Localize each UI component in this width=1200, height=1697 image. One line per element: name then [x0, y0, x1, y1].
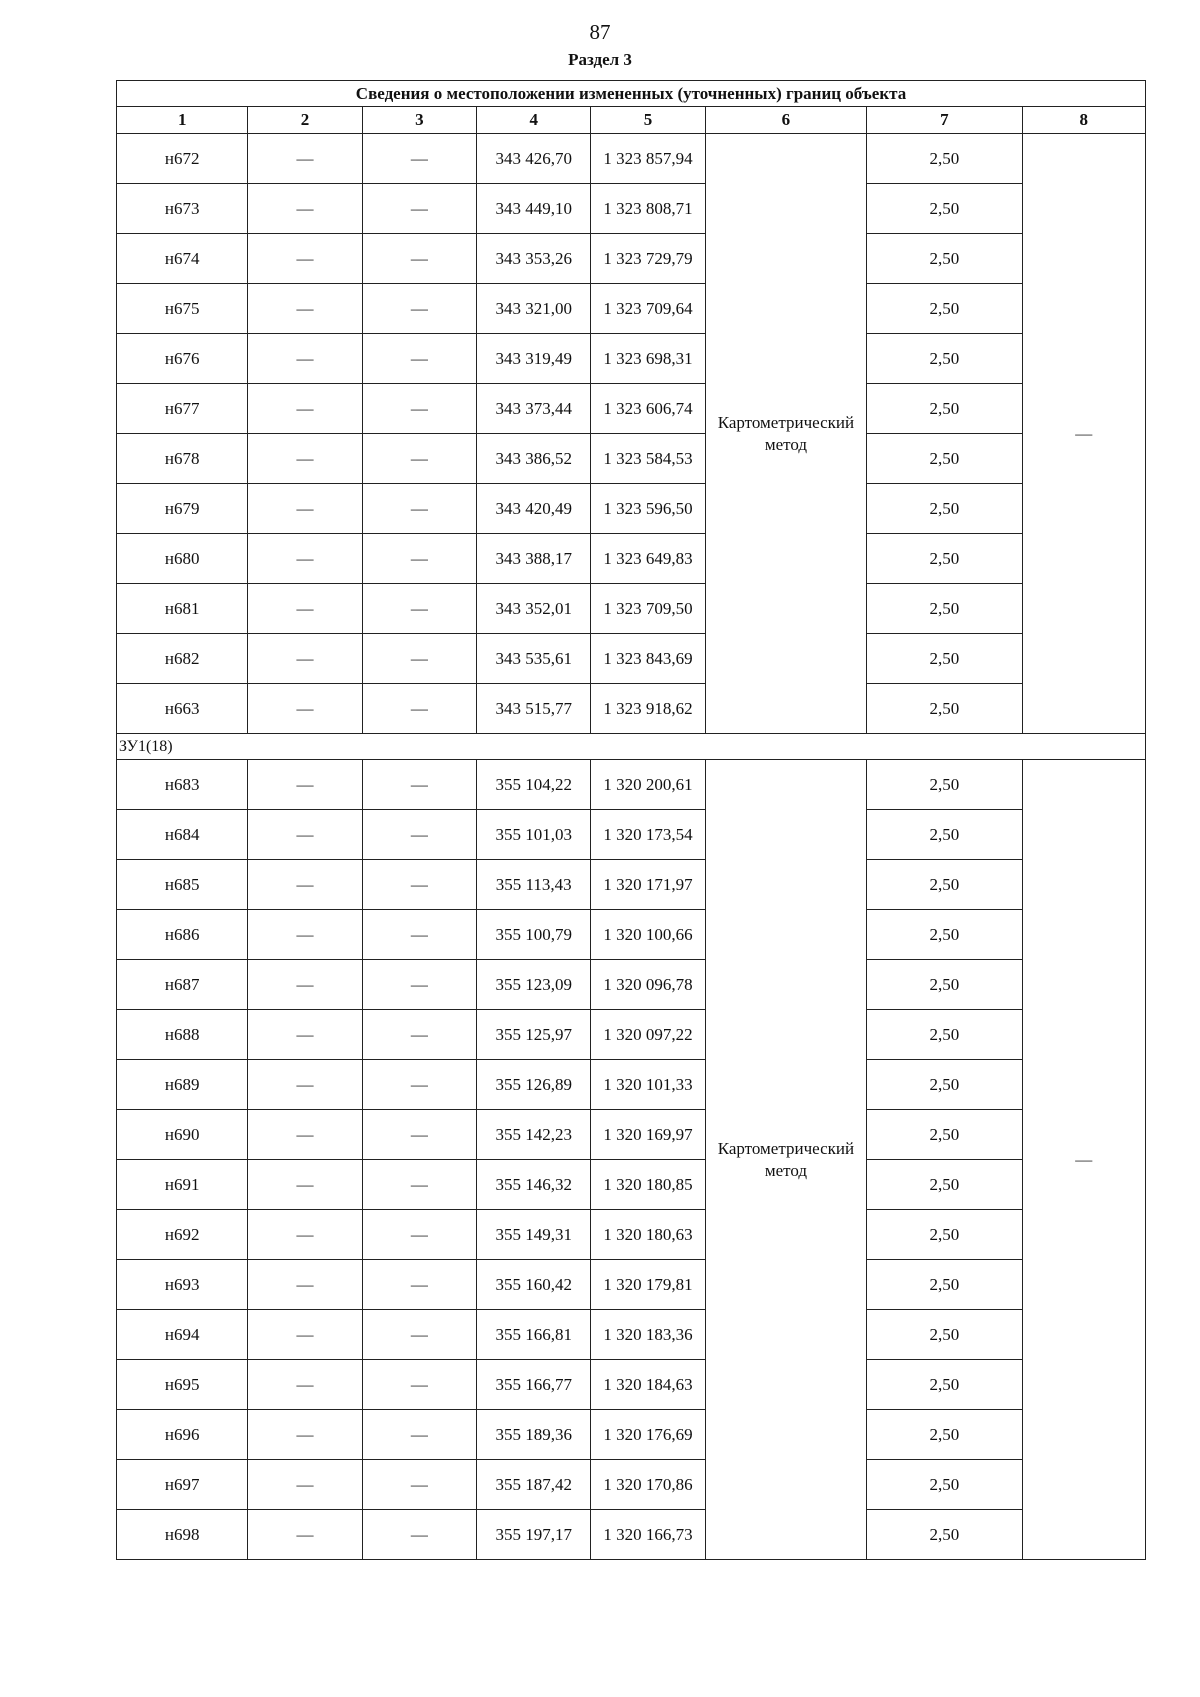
- col3-cell: —: [362, 1360, 476, 1410]
- method-cell: Картометрический метод: [705, 134, 866, 734]
- col2-cell: —: [248, 184, 362, 234]
- point-cell: н675: [117, 284, 248, 334]
- table-row: [117, 1110, 1146, 1160]
- col2-cell: —: [248, 284, 362, 334]
- col3-cell: —: [362, 1110, 476, 1160]
- accuracy-cell: 2,50: [867, 1360, 1022, 1410]
- column-number: 6: [705, 107, 866, 134]
- y-coordinate-cell: 1 323 709,50: [591, 584, 705, 634]
- point-cell: н673: [117, 184, 248, 234]
- y-coordinate-cell: 1 323 606,74: [591, 384, 705, 434]
- col3-cell: —: [362, 1310, 476, 1360]
- col2-cell: —: [248, 1310, 362, 1360]
- table-row: [117, 584, 1146, 634]
- accuracy-cell: 2,50: [867, 810, 1022, 860]
- accuracy-cell: 2,50: [867, 484, 1022, 534]
- column-number: 4: [477, 107, 591, 134]
- point-cell: н687: [117, 960, 248, 1010]
- column-number: 5: [591, 107, 705, 134]
- x-coordinate-cell: 343 535,61: [477, 634, 591, 684]
- y-coordinate-cell: 1 320 101,33: [591, 1060, 705, 1110]
- accuracy-cell: 2,50: [867, 1410, 1022, 1460]
- table-caption: Сведения о местоположении измененных (уточненных) границ объекта: [117, 81, 1146, 107]
- accuracy-cell: 2,50: [867, 1060, 1022, 1110]
- accuracy-cell: 2,50: [867, 334, 1022, 384]
- x-coordinate-cell: 355 142,23: [477, 1110, 591, 1160]
- col3-cell: —: [362, 484, 476, 534]
- table-body: [117, 134, 1146, 1560]
- y-coordinate-cell: 1 323 596,50: [591, 484, 705, 534]
- point-cell: н698: [117, 1510, 248, 1560]
- accuracy-cell: 2,50: [867, 534, 1022, 584]
- col2-cell: —: [248, 810, 362, 860]
- point-cell: н689: [117, 1060, 248, 1110]
- table-row: [117, 284, 1146, 334]
- group-label-row: [117, 734, 1146, 760]
- table-row: [117, 910, 1146, 960]
- point-cell: н686: [117, 910, 248, 960]
- x-coordinate-cell: 343 515,77: [477, 684, 591, 734]
- x-coordinate-cell: 355 125,97: [477, 1010, 591, 1060]
- col2-cell: —: [248, 1260, 362, 1310]
- accuracy-cell: 2,50: [867, 234, 1022, 284]
- table-row: [117, 434, 1146, 484]
- point-cell: н688: [117, 1010, 248, 1060]
- table-row: [117, 1060, 1146, 1110]
- table-row: [117, 1360, 1146, 1410]
- x-coordinate-cell: 355 104,22: [477, 760, 591, 810]
- col3-cell: —: [362, 234, 476, 284]
- accuracy-cell: 2,50: [867, 960, 1022, 1010]
- point-cell: н681: [117, 584, 248, 634]
- point-cell: н677: [117, 384, 248, 434]
- col2-cell: —: [248, 1360, 362, 1410]
- point-cell: н696: [117, 1410, 248, 1460]
- point-cell: н678: [117, 434, 248, 484]
- y-coordinate-cell: 1 323 649,83: [591, 534, 705, 584]
- column-number: 3: [362, 107, 476, 134]
- x-coordinate-cell: 355 126,89: [477, 1060, 591, 1110]
- table-row: [117, 634, 1146, 684]
- x-coordinate-cell: 343 353,26: [477, 234, 591, 284]
- y-coordinate-cell: 1 323 918,62: [591, 684, 705, 734]
- column-number: 7: [867, 107, 1022, 134]
- table-row: [117, 1310, 1146, 1360]
- col3-cell: —: [362, 1410, 476, 1460]
- col2-cell: —: [248, 1510, 362, 1560]
- x-coordinate-cell: 355 113,43: [477, 860, 591, 910]
- x-coordinate-cell: 343 426,70: [477, 134, 591, 184]
- y-coordinate-cell: 1 323 698,31: [591, 334, 705, 384]
- col3-cell: —: [362, 284, 476, 334]
- col3-cell: —: [362, 434, 476, 484]
- accuracy-cell: 2,50: [867, 1160, 1022, 1210]
- group-label: ЗУ1(18): [117, 734, 1146, 760]
- col3-cell: —: [362, 1210, 476, 1260]
- point-cell: н697: [117, 1460, 248, 1510]
- table-row: [117, 134, 1146, 184]
- col2-cell: —: [248, 484, 362, 534]
- col2-cell: —: [248, 1460, 362, 1510]
- col3-cell: —: [362, 960, 476, 1010]
- col3-cell: —: [362, 810, 476, 860]
- y-coordinate-cell: 1 320 170,86: [591, 1460, 705, 1510]
- col3-cell: —: [362, 860, 476, 910]
- x-coordinate-cell: 355 101,03: [477, 810, 591, 860]
- point-cell: н690: [117, 1110, 248, 1160]
- y-coordinate-cell: 1 320 184,63: [591, 1360, 705, 1410]
- col2-cell: —: [248, 910, 362, 960]
- point-cell: н691: [117, 1160, 248, 1210]
- col2-cell: —: [248, 234, 362, 284]
- x-coordinate-cell: 343 321,00: [477, 284, 591, 334]
- col3-cell: —: [362, 1160, 476, 1210]
- column-number: 2: [248, 107, 362, 134]
- page-number: 87: [589, 20, 611, 44]
- y-coordinate-cell: 1 320 200,61: [591, 760, 705, 810]
- col2-cell: —: [248, 1060, 362, 1110]
- y-coordinate-cell: 1 323 584,53: [591, 434, 705, 484]
- y-coordinate-cell: 1 320 180,85: [591, 1160, 705, 1210]
- accuracy-cell: 2,50: [867, 634, 1022, 684]
- table-row: [117, 760, 1146, 810]
- table-row: [117, 534, 1146, 584]
- accuracy-cell: 2,50: [867, 284, 1022, 334]
- point-cell: н674: [117, 234, 248, 284]
- col3-cell: —: [362, 684, 476, 734]
- col2-cell: —: [248, 134, 362, 184]
- accuracy-cell: 2,50: [867, 1460, 1022, 1510]
- table-row: [117, 234, 1146, 284]
- x-coordinate-cell: 355 189,36: [477, 1410, 591, 1460]
- x-coordinate-cell: 355 160,42: [477, 1260, 591, 1310]
- col3-cell: —: [362, 334, 476, 384]
- point-cell: н695: [117, 1360, 248, 1410]
- y-coordinate-cell: 1 320 100,66: [591, 910, 705, 960]
- point-cell: н672: [117, 134, 248, 184]
- table-row: [117, 334, 1146, 384]
- col3-cell: —: [362, 584, 476, 634]
- col8-cell: —: [1022, 134, 1145, 734]
- point-cell: н680: [117, 534, 248, 584]
- point-cell: н676: [117, 334, 248, 384]
- accuracy-cell: 2,50: [867, 910, 1022, 960]
- col2-cell: —: [248, 434, 362, 484]
- col3-cell: —: [362, 1510, 476, 1560]
- accuracy-cell: 2,50: [867, 1110, 1022, 1160]
- accuracy-cell: 2,50: [867, 1210, 1022, 1260]
- col3-cell: —: [362, 1060, 476, 1110]
- col2-cell: —: [248, 534, 362, 584]
- accuracy-cell: 2,50: [867, 760, 1022, 810]
- table-row: [117, 1260, 1146, 1310]
- point-cell: н663: [117, 684, 248, 734]
- y-coordinate-cell: 1 320 097,22: [591, 1010, 705, 1060]
- point-cell: н679: [117, 484, 248, 534]
- y-coordinate-cell: 1 320 176,69: [591, 1410, 705, 1460]
- table-row: [117, 684, 1146, 734]
- table-row: [117, 860, 1146, 910]
- col2-cell: —: [248, 684, 362, 734]
- y-coordinate-cell: 1 320 166,73: [591, 1510, 705, 1560]
- point-cell: н694: [117, 1310, 248, 1360]
- accuracy-cell: 2,50: [867, 860, 1022, 910]
- accuracy-cell: 2,50: [867, 684, 1022, 734]
- col3-cell: —: [362, 534, 476, 584]
- x-coordinate-cell: 343 449,10: [477, 184, 591, 234]
- col3-cell: —: [362, 384, 476, 434]
- col3-cell: —: [362, 634, 476, 684]
- col2-cell: —: [248, 860, 362, 910]
- point-cell: н692: [117, 1210, 248, 1260]
- table-row: [117, 1510, 1146, 1560]
- col3-cell: —: [362, 910, 476, 960]
- table-row: [117, 810, 1146, 860]
- col2-cell: —: [248, 1210, 362, 1260]
- x-coordinate-cell: 355 146,32: [477, 1160, 591, 1210]
- y-coordinate-cell: 1 320 169,97: [591, 1110, 705, 1160]
- x-coordinate-cell: 343 386,52: [477, 434, 591, 484]
- x-coordinate-cell: 355 149,31: [477, 1210, 591, 1260]
- col2-cell: —: [248, 1410, 362, 1460]
- point-cell: н684: [117, 810, 248, 860]
- col8-cell: —: [1022, 760, 1145, 1560]
- point-cell: н685: [117, 860, 248, 910]
- table-row: [117, 1010, 1146, 1060]
- y-coordinate-cell: 1 320 096,78: [591, 960, 705, 1010]
- col2-cell: —: [248, 1160, 362, 1210]
- table-caption-row: [117, 81, 1146, 107]
- col3-cell: —: [362, 184, 476, 234]
- point-cell: н693: [117, 1260, 248, 1310]
- y-coordinate-cell: 1 320 183,36: [591, 1310, 705, 1360]
- col3-cell: —: [362, 1260, 476, 1310]
- col2-cell: —: [248, 1110, 362, 1160]
- method-cell: Картометрический метод: [705, 760, 866, 1560]
- column-number: 1: [117, 107, 248, 134]
- y-coordinate-cell: 1 323 843,69: [591, 634, 705, 684]
- table-row: [117, 384, 1146, 434]
- accuracy-cell: 2,50: [867, 1260, 1022, 1310]
- col3-cell: —: [362, 760, 476, 810]
- x-coordinate-cell: 343 352,01: [477, 584, 591, 634]
- x-coordinate-cell: 343 420,49: [477, 484, 591, 534]
- y-coordinate-cell: 1 323 808,71: [591, 184, 705, 234]
- accuracy-cell: 2,50: [867, 434, 1022, 484]
- y-coordinate-cell: 1 320 173,54: [591, 810, 705, 860]
- y-coordinate-cell: 1 323 857,94: [591, 134, 705, 184]
- col2-cell: —: [248, 960, 362, 1010]
- section-title: Раздел 3: [568, 50, 632, 69]
- col2-cell: —: [248, 1010, 362, 1060]
- accuracy-cell: 2,50: [867, 134, 1022, 184]
- col2-cell: —: [248, 384, 362, 434]
- x-coordinate-cell: 355 197,17: [477, 1510, 591, 1560]
- x-coordinate-cell: 355 166,81: [477, 1310, 591, 1360]
- y-coordinate-cell: 1 323 709,64: [591, 284, 705, 334]
- accuracy-cell: 2,50: [867, 1010, 1022, 1060]
- x-coordinate-cell: 355 166,77: [477, 1360, 591, 1410]
- table-row: [117, 960, 1146, 1010]
- accuracy-cell: 2,50: [867, 1310, 1022, 1360]
- col3-cell: —: [362, 1460, 476, 1510]
- column-number-row: [117, 107, 1146, 134]
- y-coordinate-cell: 1 320 179,81: [591, 1260, 705, 1310]
- y-coordinate-cell: 1 320 171,97: [591, 860, 705, 910]
- x-coordinate-cell: 355 100,79: [477, 910, 591, 960]
- boundary-coordinates-table: [116, 80, 1146, 1560]
- x-coordinate-cell: 355 123,09: [477, 960, 591, 1010]
- x-coordinate-cell: 355 187,42: [477, 1460, 591, 1510]
- accuracy-cell: 2,50: [867, 1510, 1022, 1560]
- accuracy-cell: 2,50: [867, 184, 1022, 234]
- column-number: 8: [1022, 107, 1145, 134]
- col3-cell: —: [362, 1010, 476, 1060]
- table-row: [117, 1410, 1146, 1460]
- x-coordinate-cell: 343 388,17: [477, 534, 591, 584]
- table-row: [117, 484, 1146, 534]
- table-row: [117, 1460, 1146, 1510]
- table-row: [117, 184, 1146, 234]
- y-coordinate-cell: 1 323 729,79: [591, 234, 705, 284]
- col2-cell: —: [248, 334, 362, 384]
- y-coordinate-cell: 1 320 180,63: [591, 1210, 705, 1260]
- x-coordinate-cell: 343 373,44: [477, 384, 591, 434]
- table-row: [117, 1160, 1146, 1210]
- col2-cell: —: [248, 760, 362, 810]
- col2-cell: —: [248, 584, 362, 634]
- accuracy-cell: 2,50: [867, 384, 1022, 434]
- col2-cell: —: [248, 634, 362, 684]
- table-row: [117, 1210, 1146, 1260]
- point-cell: н682: [117, 634, 248, 684]
- col3-cell: —: [362, 134, 476, 184]
- x-coordinate-cell: 343 319,49: [477, 334, 591, 384]
- point-cell: н683: [117, 760, 248, 810]
- accuracy-cell: 2,50: [867, 584, 1022, 634]
